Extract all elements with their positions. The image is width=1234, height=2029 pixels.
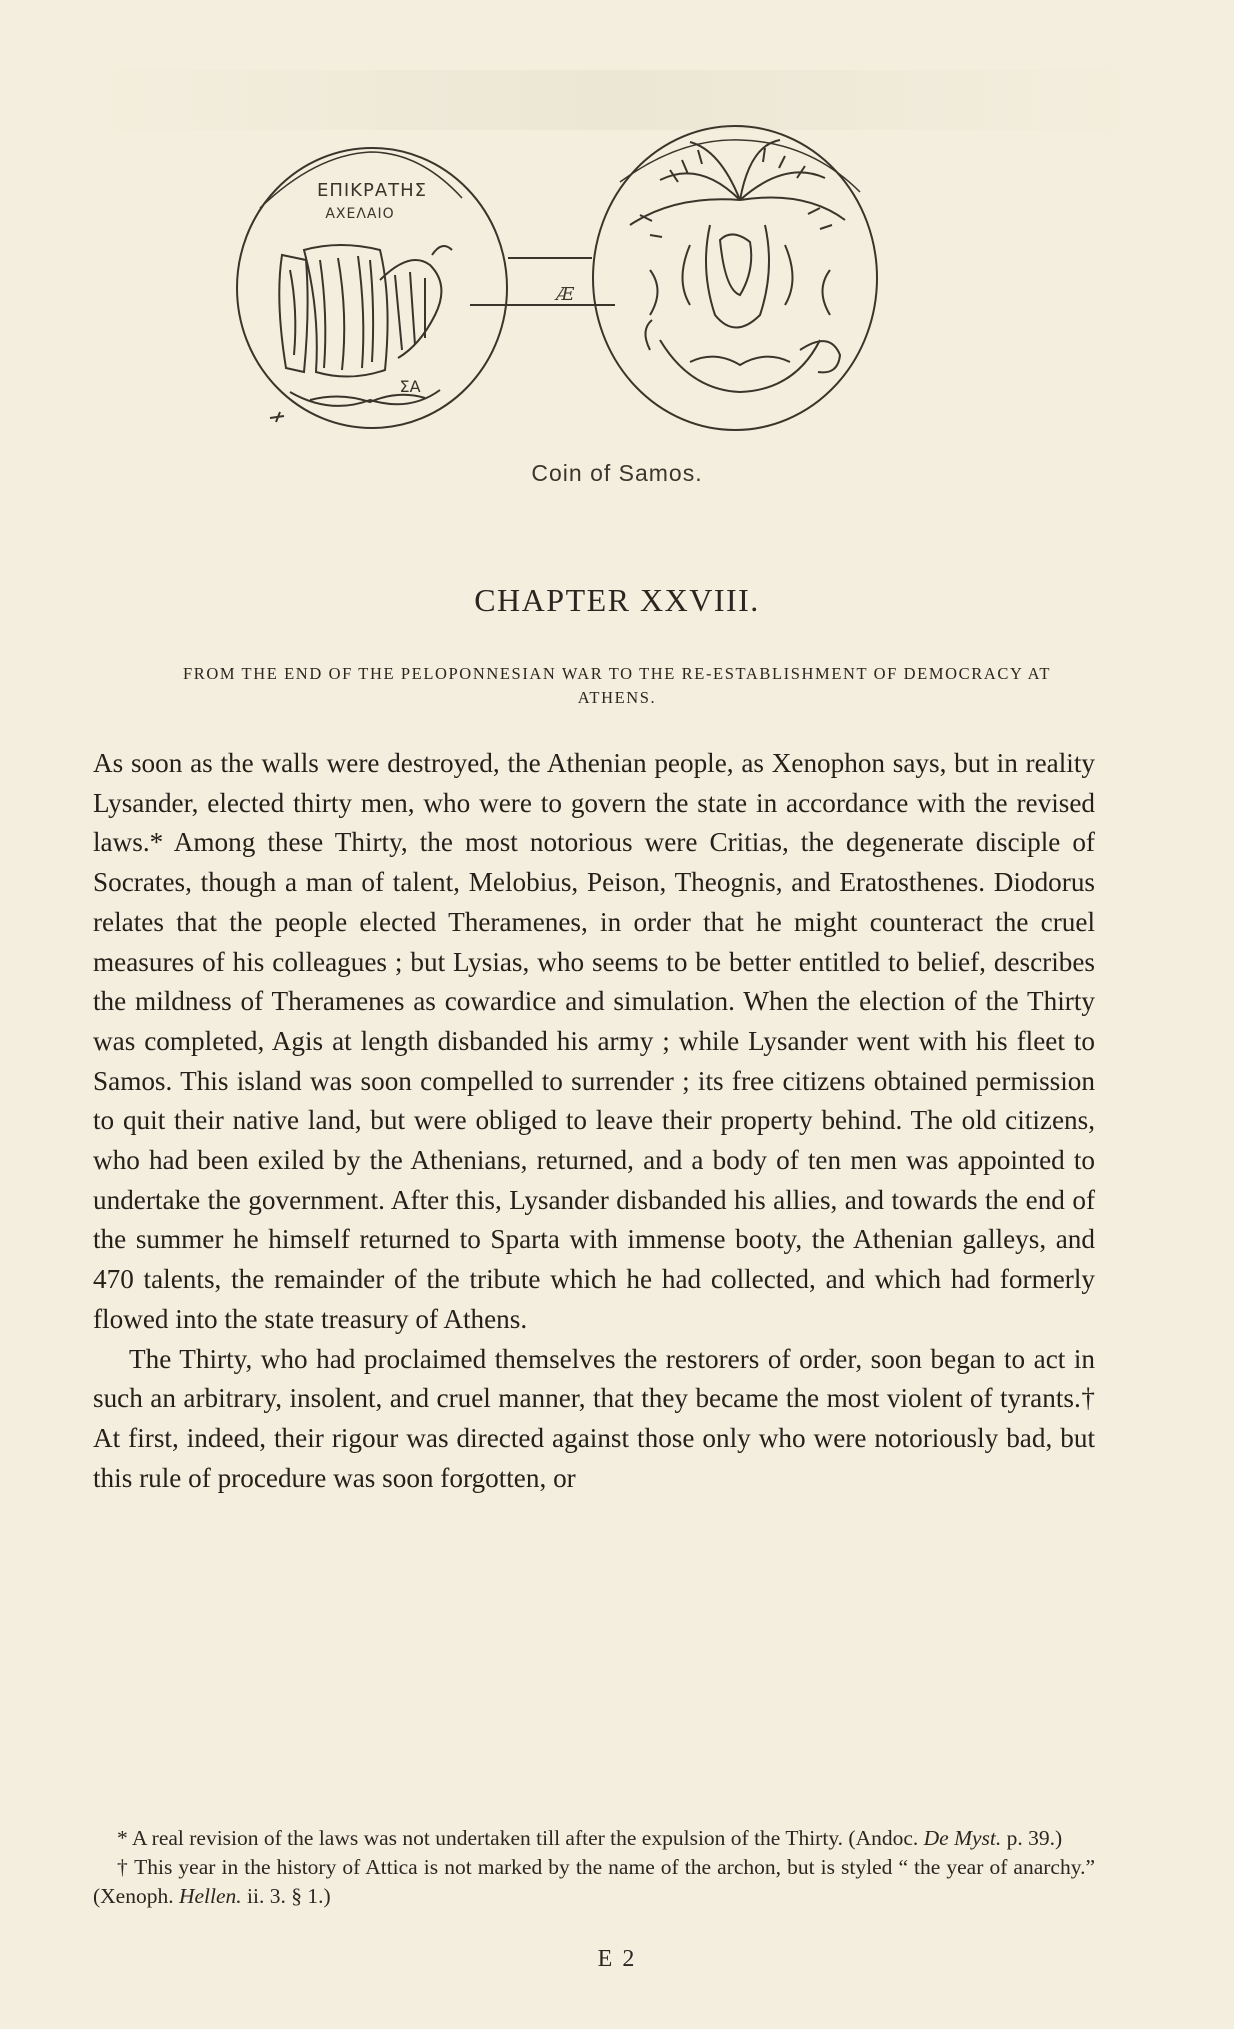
obverse-inscription-bottom: ΣΑ bbox=[399, 377, 421, 396]
footnote-text: * A real revision of the laws was not undertaken till after the expulsion of the Thirty. (Andoc. bbox=[117, 1826, 924, 1850]
footnote bbox=[93, 1853, 1095, 1911]
obverse-inscription-middle: ΑΧΕΛΑΙΟ bbox=[325, 206, 395, 222]
paragraph: The Thirty, who had proclaimed themselves the restorers of order, soon began to act in such an arbitrary, insolent, and cruel manner, that they became the most violent of tyrants.† At first, indeed, their rigour was directed against those only who were notoriously bad, but this rule of procedure was soon forgotten, or bbox=[93, 1343, 1095, 1493]
footnote-work-title: De Myst. bbox=[923, 1826, 1002, 1850]
paragraph: As soon as the walls were destroyed, the Athenian people, as Xenophon says, but in reality Lysander, elected thirty men, who were to govern the state in accordance with the revised laws.* Among these Thirty, the most notorious were Critias, the degenerate disciple of Socrates, though a man of talent, Melobius, Peison, Theognis, and Eratosthenes. Diodorus relates that the people elected Theramenes, in order that he might counteract the cruel measures of his colleagues ; but Lysias, who seems to be better entitled to belief, describes the mildness of Theramenes as cowardice and simulation. When the election of the Thirty was completed, Agis at length disbanded his army ; while Lysander went with his fleet to Samos. This island was soon compelled to surrender ; its free citizens obtained permission to quit their native land, but were obliged to leave their property behind. The old citizens, who had been exiled by the Athenians, returned, and a body of ten men was appointed to undertake the government. After this, Lysander disbanded his allies, and towards the end of the summer he himself returned to Sparta with immense booty, the Athenian galleys, and 470 talents, the remainder of the tribute which he had collected, and which had formerly flowed into the state treasury of Athens. bbox=[93, 748, 1095, 1334]
chapter-subtitle: FROM THE END OF THE PELOPONNESIAN WAR TO THE RE-ESTABLISHMENT OF DEMOCRACY AT ATHENS. bbox=[182, 664, 1052, 707]
footnote-text: p. 39.) bbox=[1001, 1826, 1063, 1850]
footnote-work-title: Hellen. bbox=[178, 1884, 242, 1908]
body-text bbox=[93, 744, 1095, 1498]
footnote bbox=[93, 1824, 1095, 1853]
footnote-text: ii. 3. § 1.) bbox=[241, 1884, 331, 1908]
coin-reverse bbox=[593, 126, 877, 430]
coin-illustration bbox=[220, 100, 960, 450]
signature-mark: E 2 bbox=[597, 1946, 637, 1972]
footnote-text: † This year in the history of Attica is not marked by the name of the archon, but is styled “ the year of anarchy.” (Xenoph. bbox=[93, 1855, 1095, 1908]
figure-caption: Coin of Samos. bbox=[531, 460, 703, 486]
metal-mark: Æ bbox=[555, 284, 575, 305]
chapter-title: CHAPTER XXVIII. bbox=[474, 582, 760, 618]
obverse-inscription-top: ΕΠΙΚΡΑΤΗΣ bbox=[316, 180, 428, 201]
footnotes bbox=[93, 1824, 1095, 1911]
